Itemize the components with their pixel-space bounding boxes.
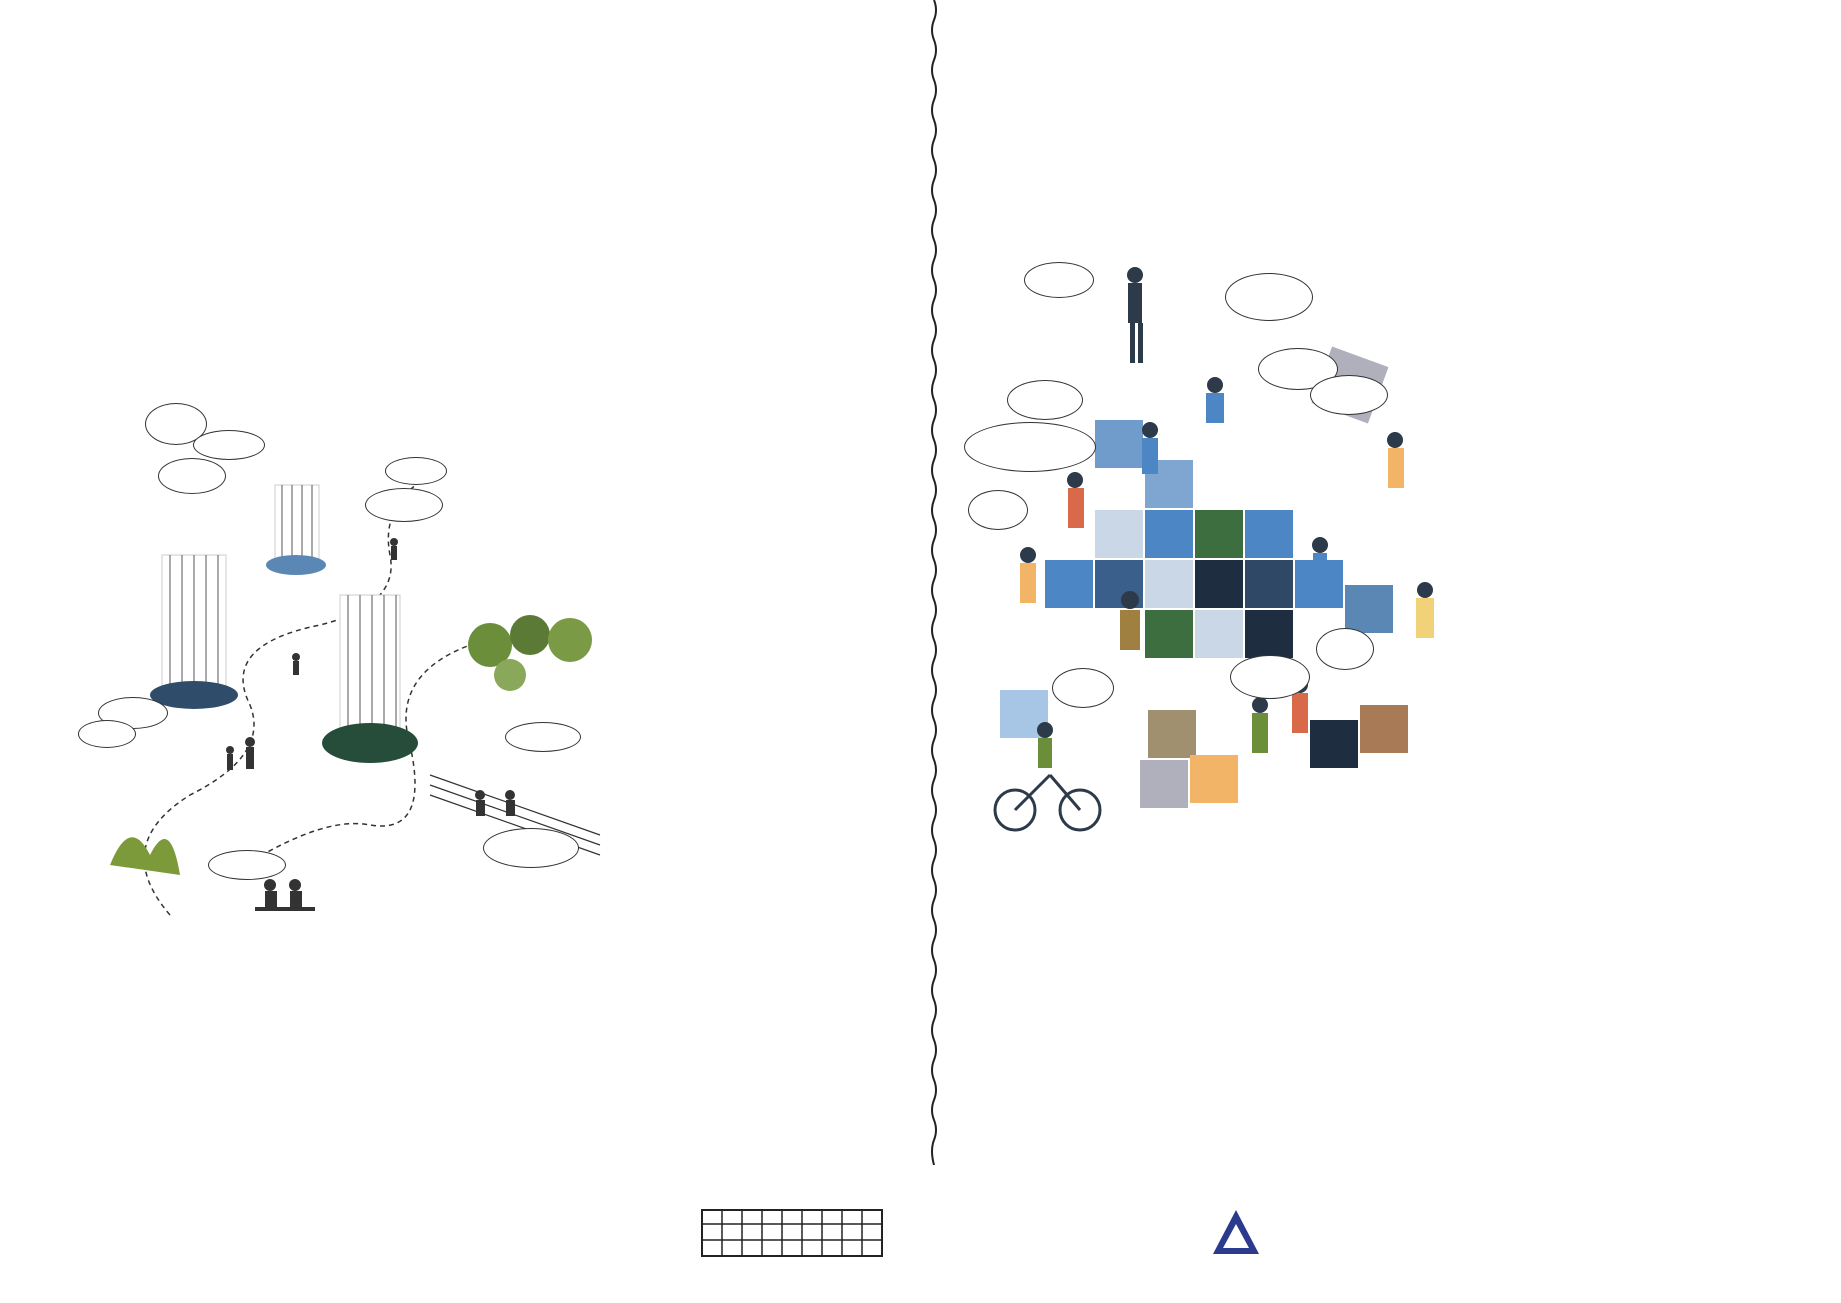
right-step2 xyxy=(1489,441,1789,455)
mairie-nanterre-logo xyxy=(673,1183,911,1283)
page-divider xyxy=(930,0,938,1165)
speech-bubble-arabic-media xyxy=(78,720,136,748)
light-column-1 xyxy=(150,555,238,709)
light-column-2 xyxy=(266,485,326,575)
left-step1 xyxy=(490,186,870,200)
speech-bubble-arabic-everyone xyxy=(964,422,1096,472)
right-illustration xyxy=(990,255,1460,835)
speech-bubble-democracia xyxy=(193,430,265,460)
speech-bubble-lazo-social xyxy=(1024,262,1094,298)
speech-bubble-information xyxy=(208,850,286,880)
speech-bubble-arabic-media xyxy=(968,490,1028,530)
speech-bubble-todos-sabemos xyxy=(1225,273,1313,321)
bicycle xyxy=(995,775,1100,830)
left-step2 xyxy=(494,438,870,452)
speech-bubble-cultura xyxy=(385,457,447,485)
light-column-3 xyxy=(322,595,418,763)
left-step3-heading xyxy=(643,848,873,862)
altarea-triangle-icon xyxy=(1211,1208,1261,1256)
croissens-logo xyxy=(949,1183,1147,1283)
speech-bubble-arabic-democracy xyxy=(365,488,443,522)
speech-bubble-arabic-social-link xyxy=(1310,375,1388,415)
altarea-cogedim-logo xyxy=(1188,1180,1284,1288)
trees xyxy=(468,615,592,691)
speech-bubble-tell-me xyxy=(483,828,579,868)
speech-bubble-informacao xyxy=(505,722,581,752)
parc-sud-logo xyxy=(550,1172,634,1288)
speech-bubble-arabic-training xyxy=(1316,628,1374,670)
speech-bubble-social-link-2 xyxy=(1007,380,1083,420)
speech-bubble-formacao xyxy=(1052,668,1114,708)
speech-bubble-arabic-culture xyxy=(158,458,226,494)
right-step1 xyxy=(1408,186,1788,200)
bush xyxy=(110,837,180,875)
right-step3 xyxy=(1408,868,1788,882)
speech-bubble-informacao xyxy=(1230,655,1310,699)
building-icon xyxy=(692,1202,892,1260)
